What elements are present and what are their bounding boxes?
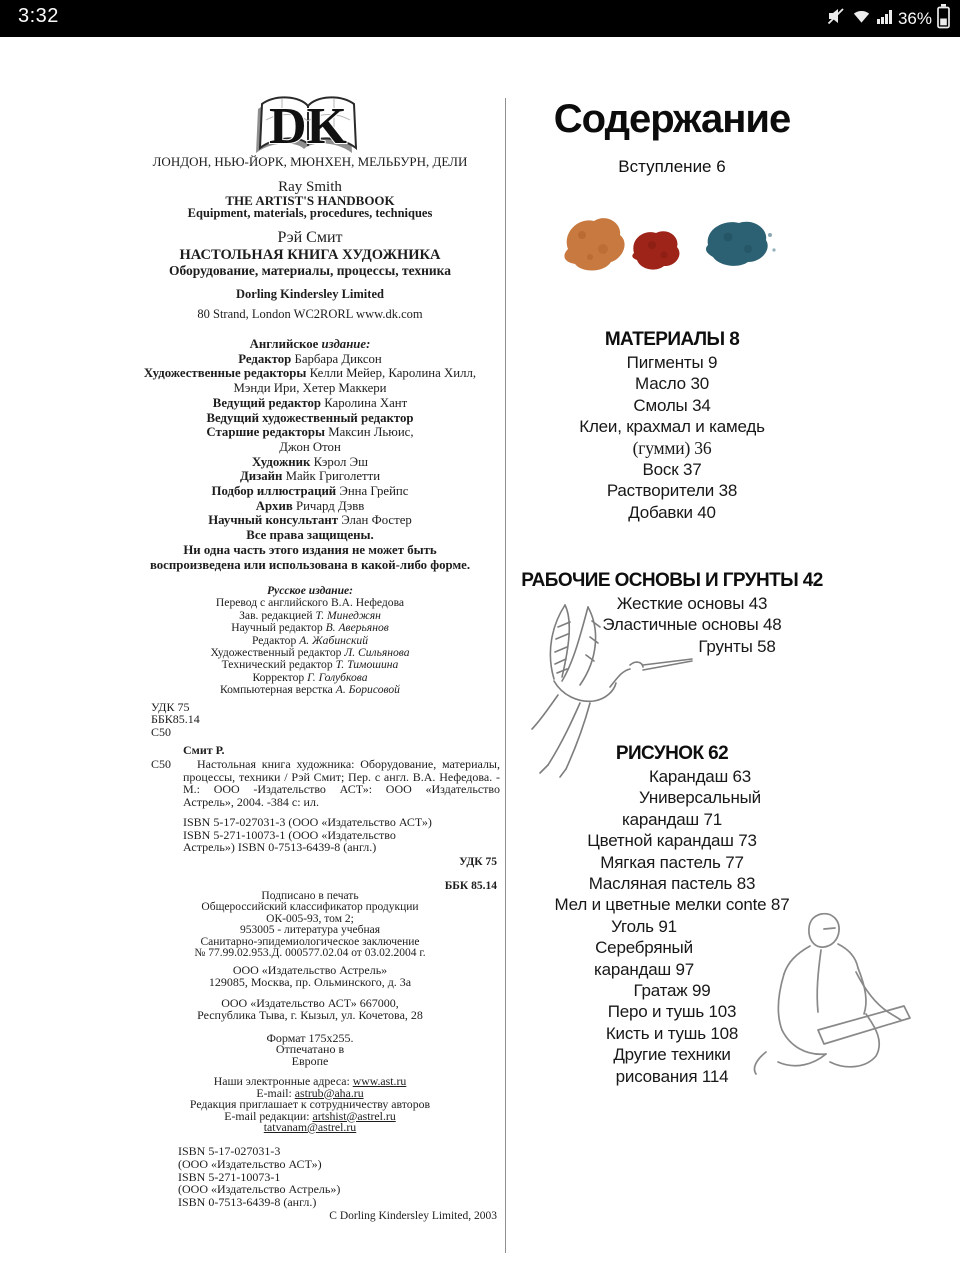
toc-item: Гратаж 99 xyxy=(633,981,711,1001)
cities-line: ЛОНДОН, НЬЮ-ЙОРК, МЮНХЕН, МЕЛЬБУРН, ДЕЛИ xyxy=(152,154,468,169)
toc-item: Смолы 34 xyxy=(633,395,711,415)
address-line: ООО «Издательство Астрель» xyxy=(232,963,388,977)
book-title-en: THE ARTIST'S HANDBOOK xyxy=(225,193,395,208)
toc-item: (гумми) 36 xyxy=(632,437,712,458)
toc-heading: РИСУНОК 62 xyxy=(615,743,729,764)
isbn-line: ISBN 5-271-10073-1 xyxy=(178,1169,281,1184)
dk-logo xyxy=(252,90,364,158)
toc-item: Карандаш 63 xyxy=(648,767,752,786)
credit-line: Художественные редакторы Келли Мейер, Каролина Хилл, xyxy=(143,366,477,381)
credits-heading-en: Английское издание: xyxy=(249,337,371,351)
publisher-name: Dorling Kindersley Limited xyxy=(236,287,384,301)
author-en: Ray Smith xyxy=(278,179,342,195)
toc-title: Содержание xyxy=(553,97,791,141)
contact-line: Наши электронные адреса: www.ast.ru xyxy=(213,1074,407,1088)
credit-line: Научный редактор В. Аверьянов xyxy=(231,621,389,635)
credit-line: Перевод с английского В.А. Нефедова xyxy=(215,596,405,610)
credit-line: Художественный редактор Л. Сильянова xyxy=(210,646,410,660)
credit-line: Ведущий редактор Каролина Хант xyxy=(212,395,408,410)
publisher-address: 80 Strand, London WC2RORL www.dk.com xyxy=(197,307,423,321)
address-line: ООО «Издательство АСТ» 667000, xyxy=(221,996,399,1010)
toc-item: Кисть и тушь 108 xyxy=(605,1023,739,1043)
bbk-code: ББК85.14 xyxy=(151,712,200,727)
toc-item: Мягкая пастель 77 xyxy=(600,852,744,872)
isbn-block-bottom xyxy=(178,1145,340,1209)
toc-item: Пигменты 9 xyxy=(626,353,718,372)
credit-line: Архив Ричард Дэвв xyxy=(255,498,365,513)
publisher-ast-address xyxy=(110,998,510,1022)
toc-item: Универсальный xyxy=(639,788,761,808)
toc-item: Эластичные основы 48 xyxy=(602,615,782,635)
card-text: Настольная книга художника: Оборудование, материалы, процессы, техники / Рэй Смит; Пер. с англ. В.А. Нефедова. - М.: ООО -Издательство АСТ»: ООО «Издательство Астрель», 2004. -384 с: ил. xyxy=(183,757,500,809)
contact-line xyxy=(110,1122,510,1134)
contact-line: E-mail редакции: artshist@astrel.ru xyxy=(224,1108,396,1123)
c50-code: С50 xyxy=(151,724,172,739)
print-format xyxy=(110,1033,510,1067)
format-line: Отпечатано в xyxy=(275,1042,345,1057)
toc-heading: РАБОЧИЕ ОСНОВЫ И ГРУНТЫ 42 xyxy=(521,570,823,591)
card-author: Смит Р. xyxy=(183,743,225,757)
credit-line: Научный консультант Элан Фостер xyxy=(208,513,412,528)
toc-section-grounds xyxy=(512,570,832,657)
toc-item: Воск 37 xyxy=(642,460,702,480)
toc-item: Масло 30 xyxy=(635,374,709,394)
contact-line: E-mail: astrub@aha.ru xyxy=(256,1085,364,1100)
print-info-line: Подписано в печать xyxy=(261,890,359,902)
bbk-right: ББК 85.14 xyxy=(444,880,497,892)
email-link[interactable]: tatvanam@astrel.ru xyxy=(263,1120,357,1134)
credit-line: Мэнди Ири, Хетер Маккери xyxy=(233,381,387,396)
rights-notice: воспроизведена или использована в какой-либо форме. xyxy=(149,557,471,572)
toc-item: Серебряный xyxy=(595,938,693,958)
rights-notice: Все права защищены. xyxy=(246,528,374,543)
catalog-card xyxy=(151,744,500,808)
toc-section-materials xyxy=(512,329,832,523)
english-edition-credits xyxy=(110,337,510,572)
toc-intro: Вступление 6 xyxy=(618,157,726,176)
mute-icon xyxy=(826,6,846,31)
email-link[interactable]: astrub@aha.ru xyxy=(294,1085,364,1100)
publisher-astrel-address xyxy=(110,965,510,989)
credit-line: Старшие редакторы Максин Льюис, xyxy=(206,425,414,440)
status-icons xyxy=(826,0,950,37)
catalog-codes xyxy=(151,701,200,738)
russian-edition-credits xyxy=(110,585,510,697)
credit-line: Технический редактор Т. Тимошина xyxy=(221,658,399,672)
print-info-line: 953005 - литература учебная xyxy=(239,924,381,937)
credit-line: Дизайн Майк Григолетти xyxy=(239,469,381,484)
battery-percent: 36% xyxy=(897,8,932,28)
credit-line: Корректор Г. Голубкова xyxy=(252,670,368,684)
isbn-line: (ООО «Издательство АСТ») xyxy=(178,1156,322,1171)
contact-line: Редакция приглашает к сотрудничеству авторов xyxy=(189,1097,431,1111)
print-info-line: № 77.99.02.953.Д. 000577.02.04 от 03.02.2004 г. xyxy=(194,947,426,960)
contact-info xyxy=(110,1076,510,1134)
toc-item: Масляная пастель 83 xyxy=(588,874,756,894)
toc-item: Уголь 91 xyxy=(611,916,677,936)
status-bar xyxy=(0,0,960,37)
format-line: Европе xyxy=(291,1053,329,1068)
isbn-line: ISBN 0-7513-6439-8 (англ.) xyxy=(178,1195,317,1210)
email-link[interactable]: artshist@astrel.ru xyxy=(312,1108,396,1123)
english-title-block xyxy=(110,179,510,220)
isbn-line: ISBN 5-17-027031-3 xyxy=(178,1144,281,1158)
print-info-line: Общероссийский классификатор продукции xyxy=(201,901,419,914)
copyright-line: C Dorling Kindersley Limited, 2003 xyxy=(329,1210,497,1222)
toc-item: Растворители 38 xyxy=(606,481,738,501)
credit-line: Ведущий художественный редактор xyxy=(206,410,414,425)
credit-line: Джон Отон xyxy=(279,439,341,454)
print-info-line: Санитарно-эпидемиологическое заключение xyxy=(200,935,420,948)
card-code: С50 xyxy=(151,757,172,772)
rights-notice: Ни одна часть этого издания не может быть xyxy=(183,542,437,557)
battery-icon xyxy=(937,4,950,34)
print-info-line: ОК-005-93, том 2; xyxy=(266,912,354,925)
isbn-block-top xyxy=(183,816,432,854)
toc-item: карандаш 97 xyxy=(593,959,694,979)
credit-line: Подбор иллюстраций Энна Грейпс xyxy=(211,484,409,499)
toc-item: Перо и тушь 103 xyxy=(607,1002,737,1022)
isbn-line: Астрель») ISBN 0-7513-6439-8 (англ.) xyxy=(183,840,377,855)
toc-item: Цветной карандаш 73 xyxy=(587,831,757,851)
toc-item: Добавки 40 xyxy=(628,502,716,522)
udc-code: УДК 75 xyxy=(151,700,190,714)
book-title-ru: НАСТОЛЬНАЯ КНИГА ХУДОЖНИКА xyxy=(179,247,441,263)
format-line: Формат 175х255. xyxy=(266,1031,354,1045)
toc-item: Жесткие основы 43 xyxy=(616,594,768,613)
credit-line: Зав. редакцией Т. Минеджян xyxy=(239,608,381,622)
address-line: 129085, Москва, пр. Ольминского, д. 3а xyxy=(208,974,412,989)
toc-item: рисования 114 xyxy=(615,1066,729,1086)
credit-line: Редактор Барбара Диксон xyxy=(238,351,382,366)
pigment-piles-image xyxy=(548,205,783,295)
toc-heading: МАТЕРИАЛЫ 8 xyxy=(604,329,740,350)
isbn-line: ISBN 5-271-10073-1 (ООО «Издательство xyxy=(183,827,396,842)
address-line: Республика Тыва, г. Кызыл, ул. Кочетова, 28 xyxy=(197,1007,423,1022)
svg-text:DK: DK xyxy=(269,98,347,155)
toc-item: Другие техники xyxy=(613,1045,731,1065)
subtitle-ru: Оборудование, материалы, процессы, техника xyxy=(168,263,451,278)
russian-title-block xyxy=(110,229,510,278)
isbn-line: (ООО «Издательство Астрель») xyxy=(178,1182,341,1197)
toc-item: Мел и цветные мелки conte 87 xyxy=(554,895,790,915)
author-ru: Рэй Смит xyxy=(277,229,343,246)
toc-item: карандаш 71 xyxy=(621,809,722,829)
toc-section-drawing xyxy=(512,743,832,1087)
credits-heading-ru: Русское издание: xyxy=(266,584,354,597)
credit-line: Редактор А. Жабинский xyxy=(251,633,369,647)
print-info xyxy=(110,891,510,959)
toc-item: Грунты 58 xyxy=(698,636,776,656)
signal-strength-icon xyxy=(877,9,893,29)
udc-right: УДК 75 xyxy=(459,856,497,868)
clock-text: 3:32 xyxy=(18,5,59,27)
wifi-icon xyxy=(851,7,872,30)
credit-line: Компьютерная верстка А. Борисовой xyxy=(220,683,400,697)
website-link[interactable]: www.ast.ru xyxy=(352,1074,407,1088)
credit-line: Художник Кэрол Эш xyxy=(252,454,368,469)
toc-item: Клеи, крахмал и камедь xyxy=(579,417,765,437)
subtitle-en: Equipment, materials, procedures, techniques xyxy=(187,206,433,220)
isbn-line: ISBN 5-17-027031-3 (ООО «Издательство АСТ») xyxy=(183,815,432,829)
